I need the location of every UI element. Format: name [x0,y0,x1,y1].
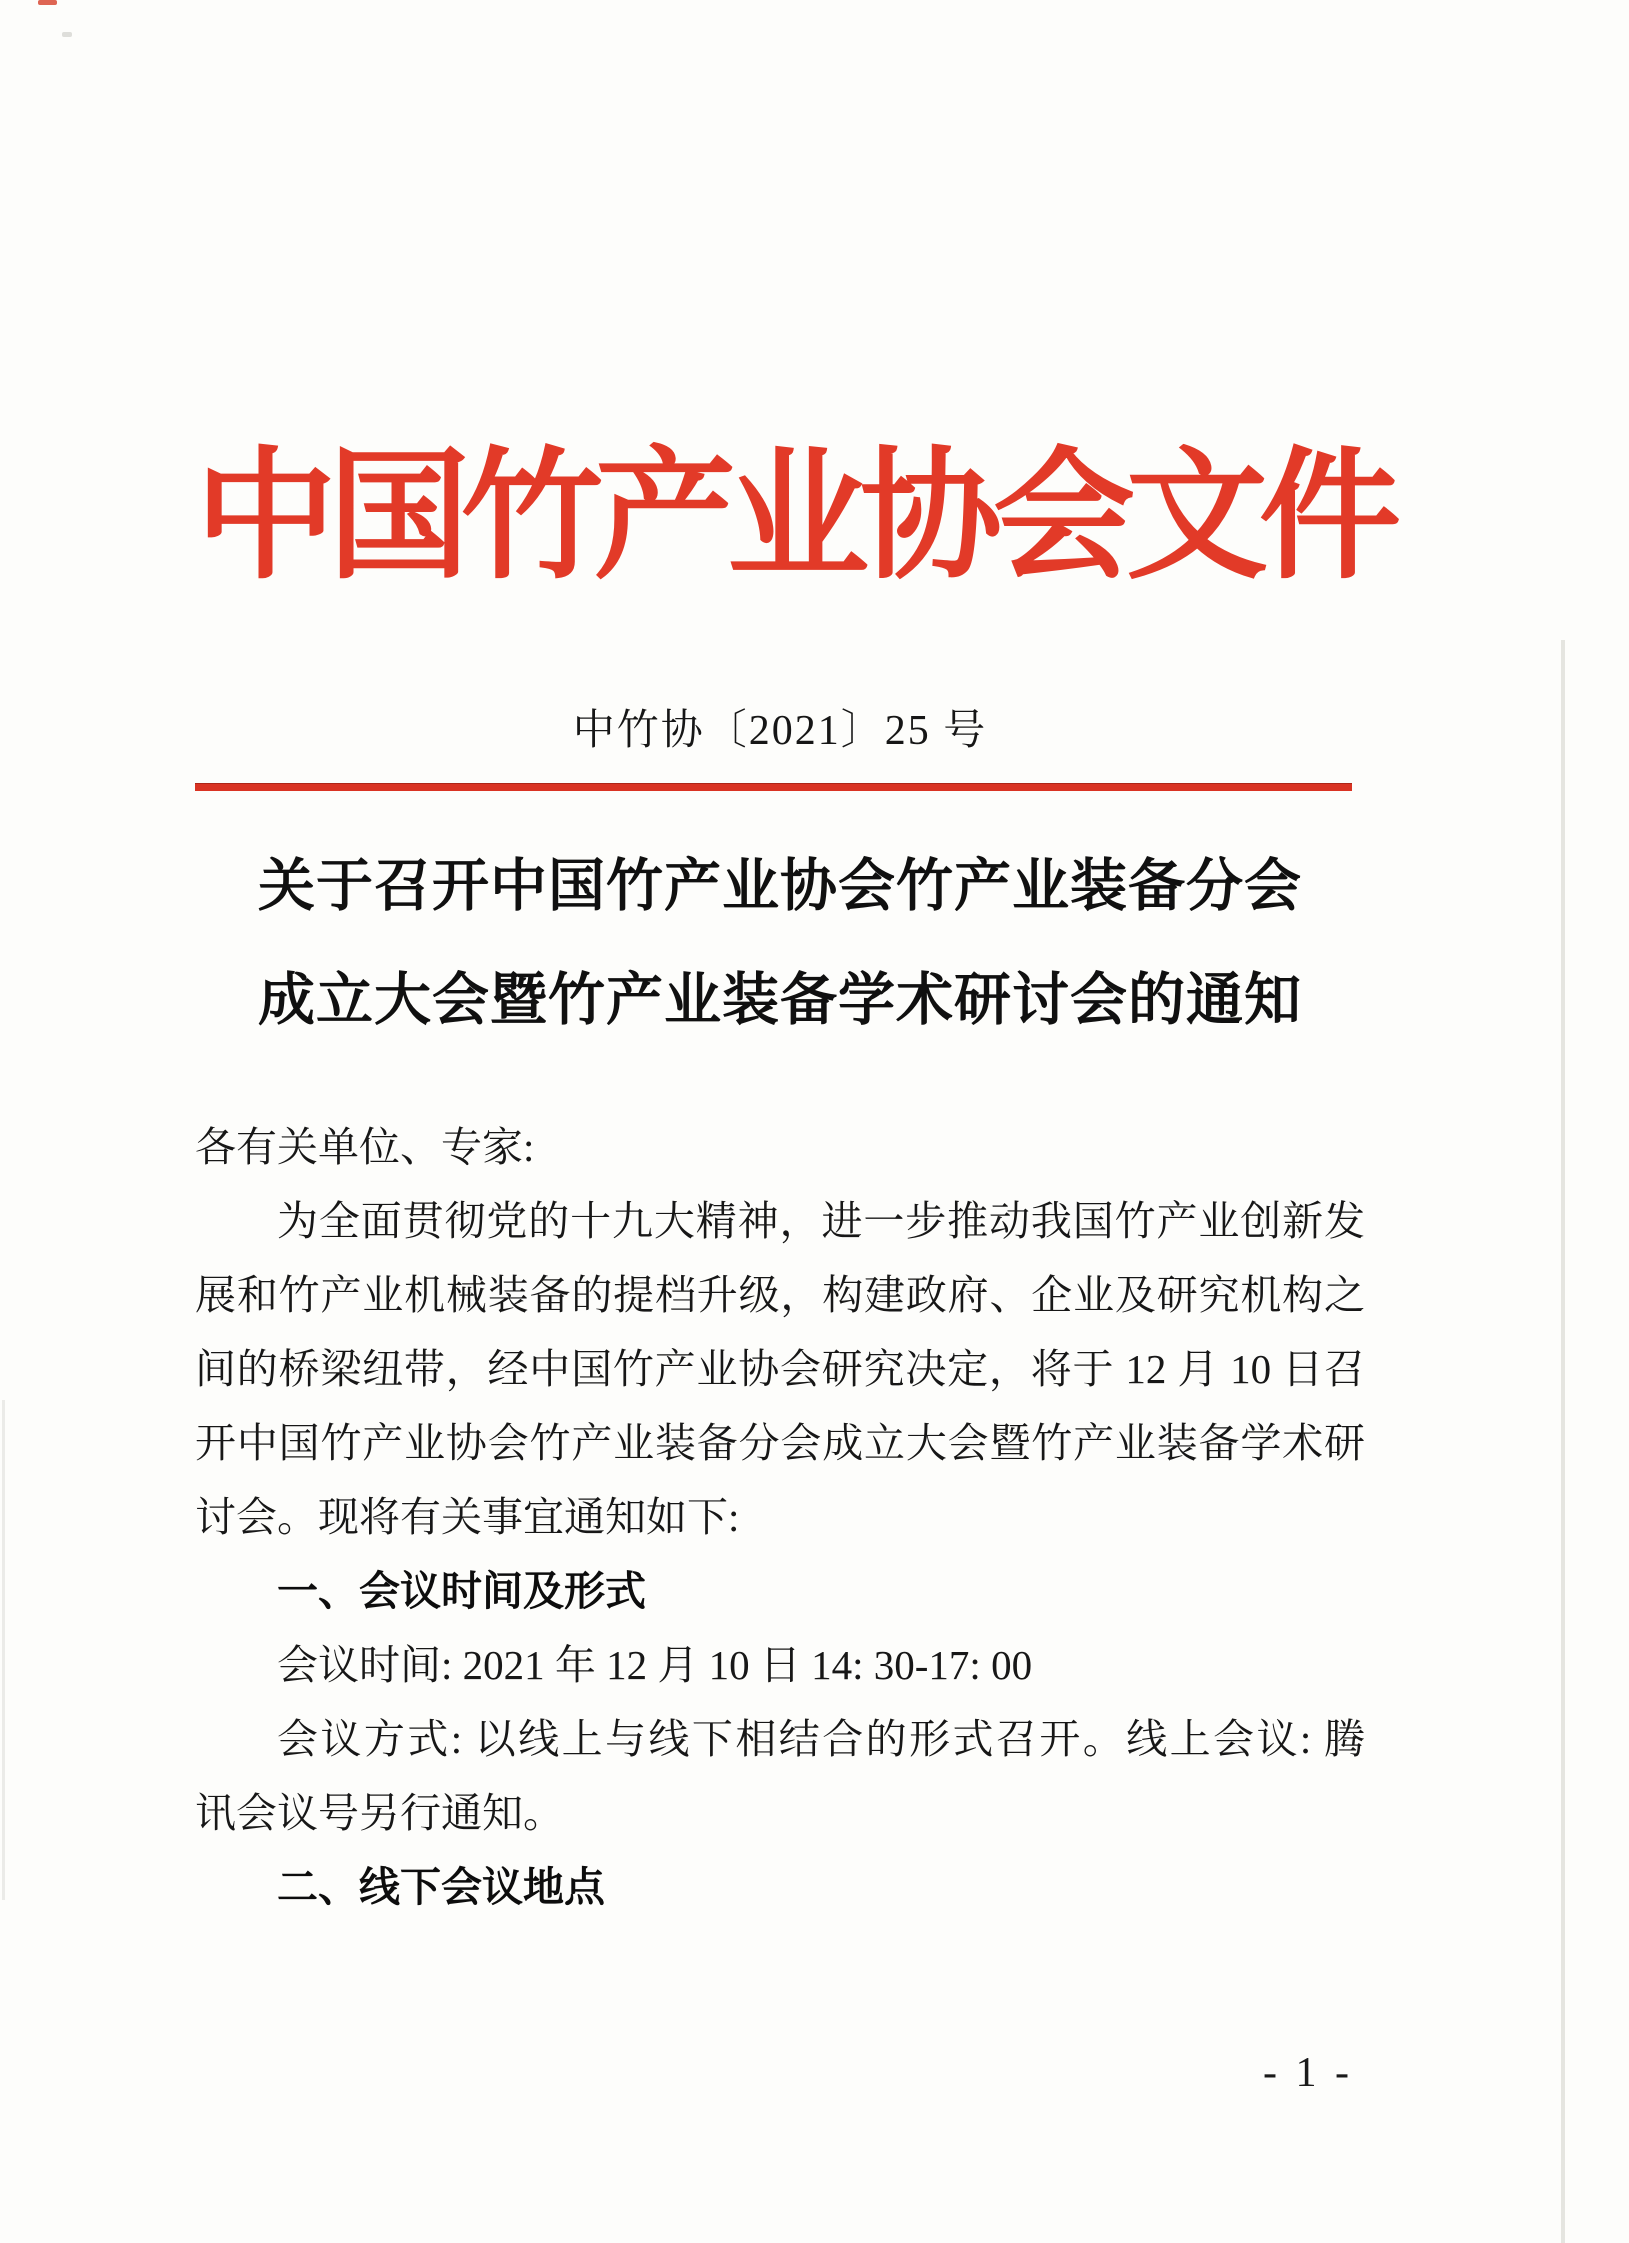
section1-heading: 一、会议时间及形式 [277,1568,646,1614]
salutation-line: 各有关单位、专家: [195,1124,535,1170]
paragraph-line: 间的桥梁纽带，经中国竹产业协会研究决定，将于 12 月 10 日召 [195,1346,1365,1392]
notice-title-line1: 关于召开中国竹产业协会竹产业装备分会 [258,855,1302,918]
red-divider-rule [195,783,1352,791]
page-number: - 1 - [1263,2050,1353,2096]
paragraph-line: 展和竹产业机械装备的提档升级，构建政府、企业及研究机构之 [195,1272,1365,1318]
scan-artifact-red-mark [38,0,57,5]
document-number: 中竹协〔2021〕25 号 [572,708,988,754]
scan-artifact-left-edge [2,1400,5,1900]
paragraph-line: 为全面贯彻党的十九大精神，进一步推动我国竹产业创新发 [277,1198,1365,1244]
notice-body [195,1110,1365,1924]
meeting-time-line: 会议时间: 2021 年 12 月 10 日 14: 30-17: 00 [277,1642,1033,1688]
meeting-format-line: 会议方式: 以线上与线下相结合的形式召开。线上会议: 腾 [277,1716,1365,1762]
meeting-format-continuation-line: 讯会议号另行通知。 [195,1790,564,1836]
scan-artifact-gray-mark [62,32,72,37]
notice-title-line2: 成立大会暨竹产业装备学术研讨会的通知 [258,969,1302,1032]
paragraph-line: 讨会。现将有关事宜通知如下: [195,1494,740,1540]
section2-heading: 二、线下会议地点 [277,1864,605,1910]
scan-artifact-page-edge-shadow [1561,640,1565,2243]
paragraph-line: 开中国竹产业协会竹产业装备分会成立大会暨竹产业装备学术研 [195,1420,1365,1466]
letterhead-org-title: 中国竹产业协会文件 [195,438,1392,596]
